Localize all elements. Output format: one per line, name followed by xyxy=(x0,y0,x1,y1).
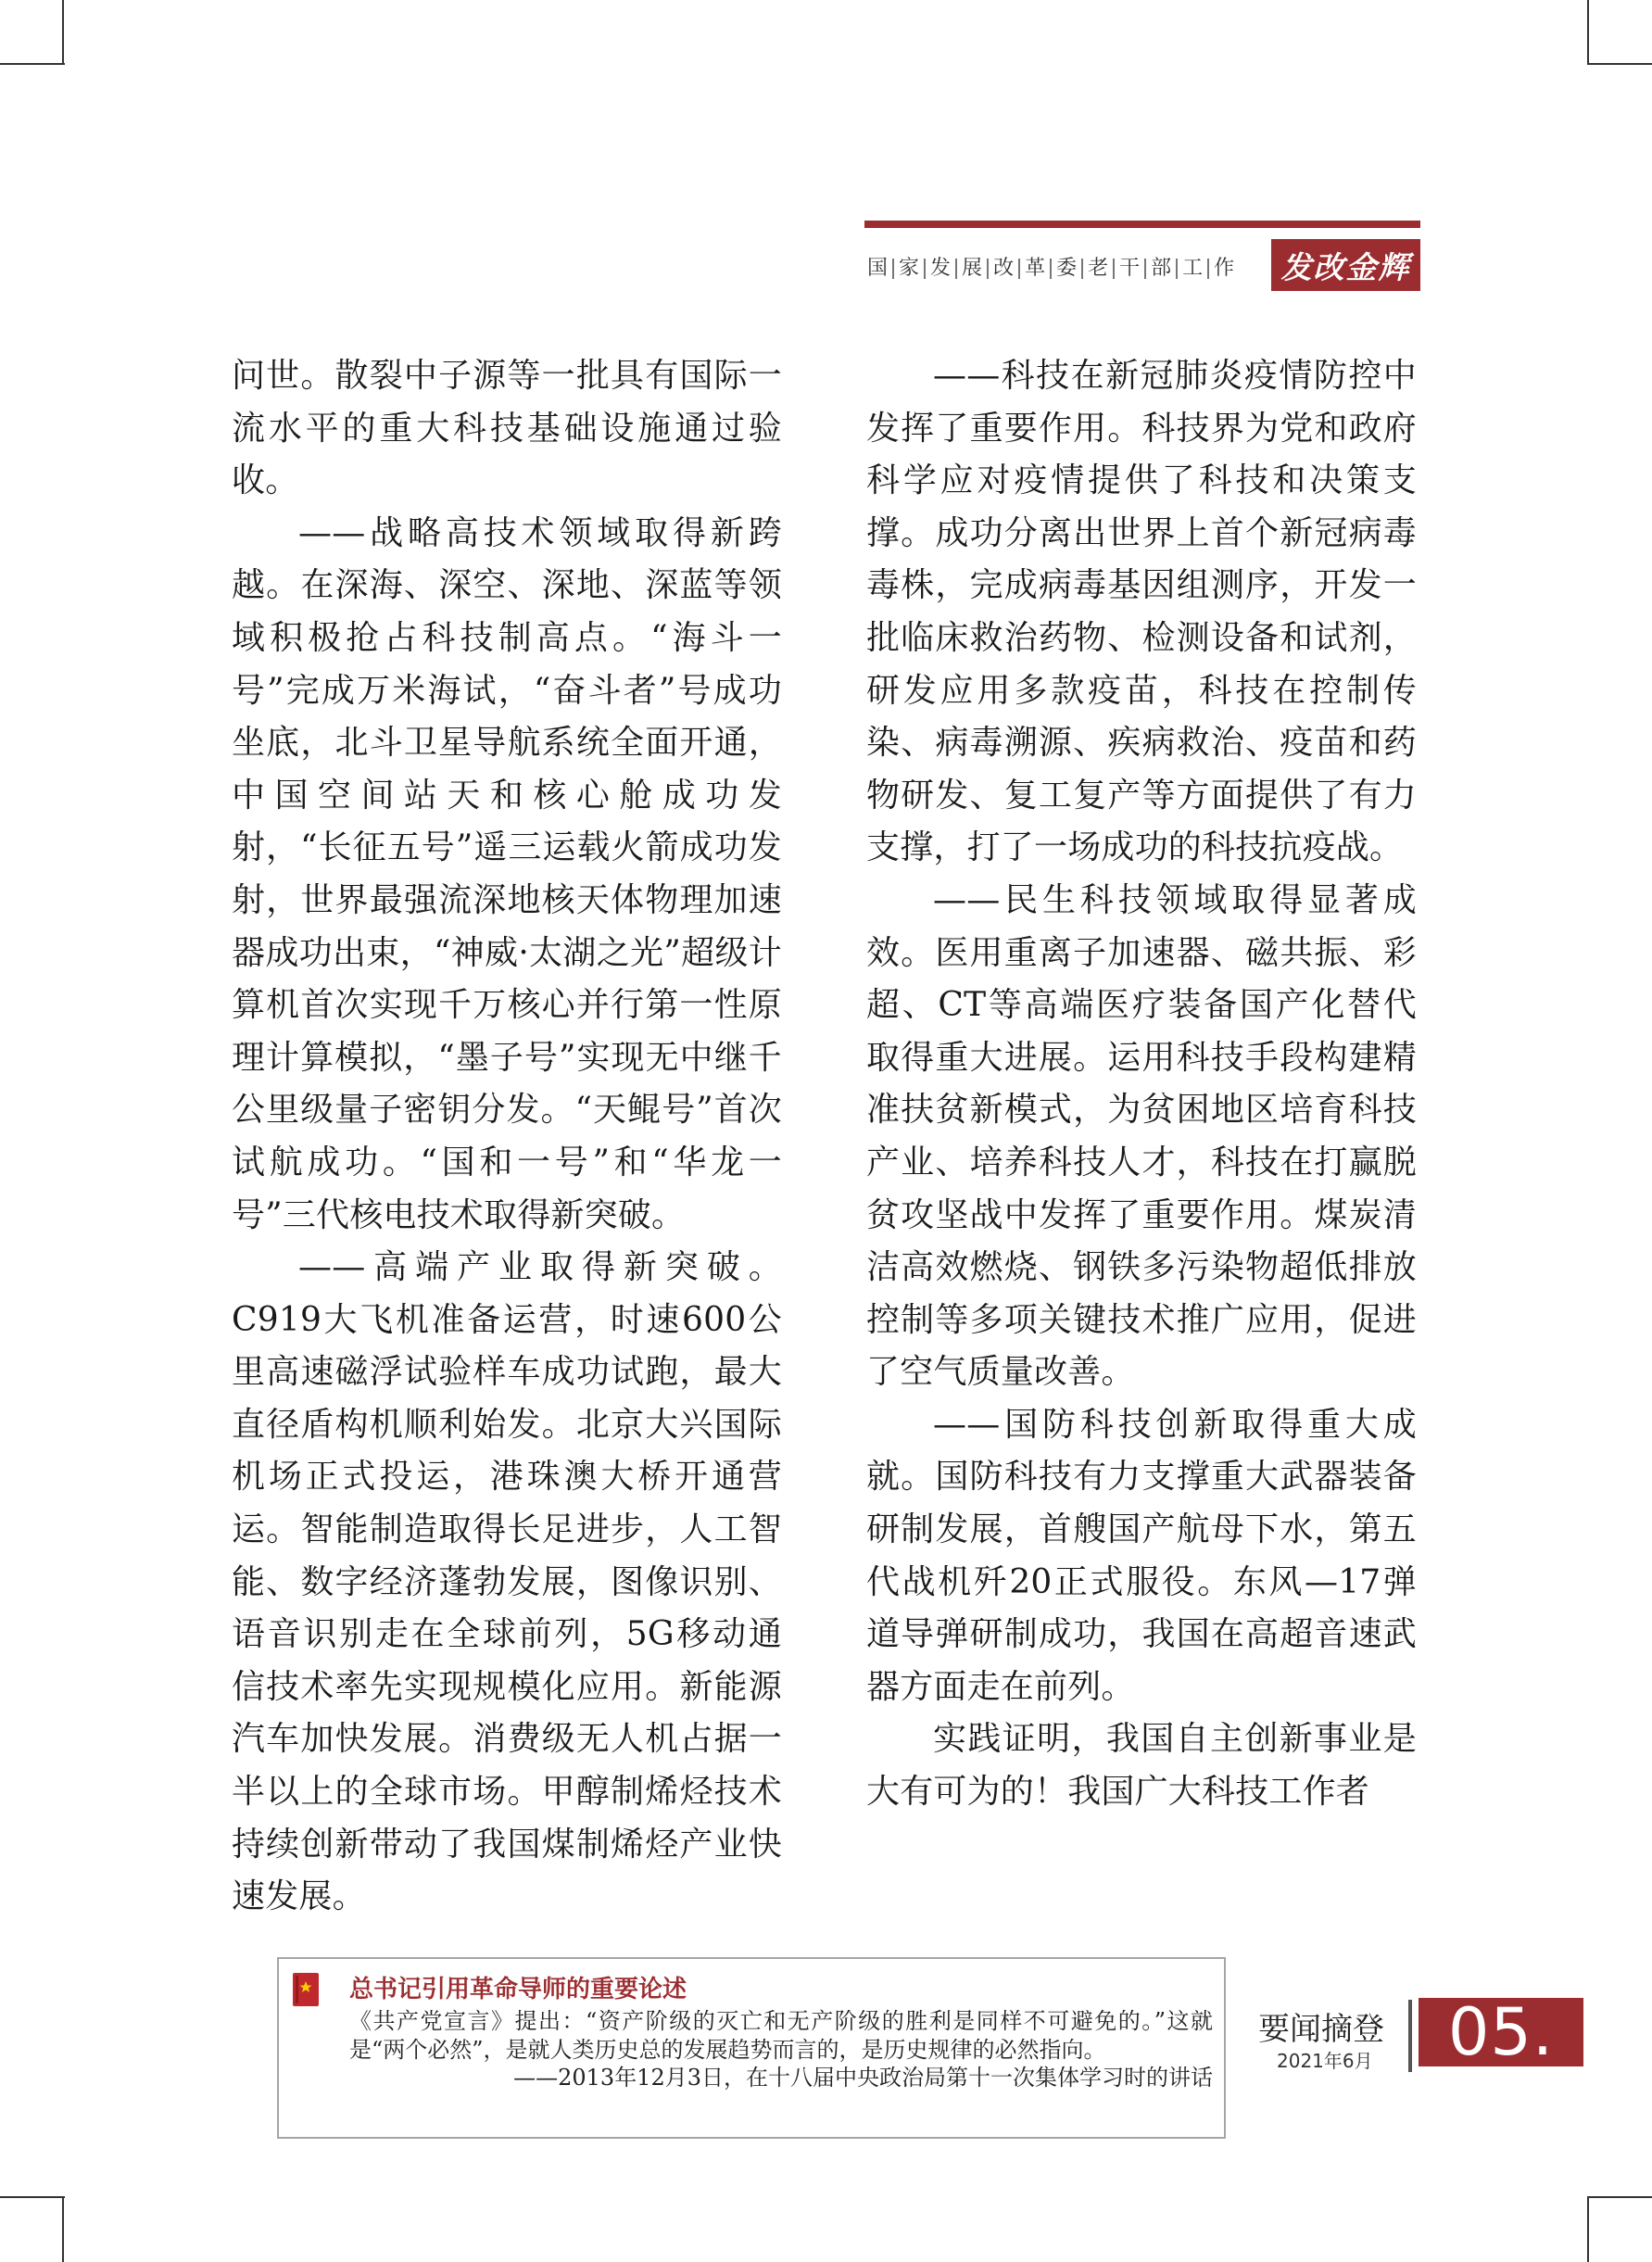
header-org-char: 发 xyxy=(926,259,957,279)
paragraph: ——科技在新冠肺炎疫情防控中发挥了重要作用。科技界为党和政府科学应对疫情提供了科技和决策支撑。成功分离出世界上首个新冠病毒毒株，完成病毒基因组测序，开发一批临床救治药物、检测设备和试剂，研发应用多款疫苗，科技在控制传染、病毒溯源、疾病救治、疫苗和药物研发、复工复产等方面提供了有力支撑，打了一场成功的科技抗疫战。 xyxy=(866,357,1417,867)
quote-box xyxy=(277,1957,1226,2139)
footer-date: 2021年6月 xyxy=(1277,2050,1373,2072)
paragraph: ——高端产业取得新突破。C919大飞机准备运营，时速600公里高速磁浮试验样车成功试跑，最大直径盾构机顺利始发。北京大兴国际机场正式投运，港珠澳大桥开通营运。智能制造取得长足进步，人工智能、数字经济蓬勃发展，图像识别、语音识别走在全球前列，5G移动通信技术率先实现规模化应用。新能源汽车加快发展。消费级无人机占据一半以上的全球市场。甲醇制烯烃技术持续创新带动了我国煤制烯烃产业快速发展。 xyxy=(232,1248,782,1916)
header-org-char: 家 xyxy=(894,259,926,279)
paragraph: 问世。散裂中子源等一批具有国际一流水平的重大科技基础设施通过验收。 xyxy=(232,357,782,500)
header-org-char: 部 xyxy=(1146,259,1178,279)
quote-text: 《共产党宣言》提出：“资产阶级的灭亡和无产阶级的胜利是同样不可避免的。”这就是“两个必然”，是就人类历史总的发展趋势而言的，是历史规律的必然指向。 xyxy=(349,2008,1213,2063)
paragraph: ——民生科技领域取得显著成效。医用重离子加速器、磁共振、彩超、CT等高端医疗装备国产化替代取得重大进展。运用科技手段构建精准扶贫新模式，为贫困地区培育科技产业、培养科技人才，科技在打赢脱贫攻坚战中发挥了重要作用。煤炭清洁高效燃烧、钢铁多污染物超低排放控制等多项关键技术推广应用，促进了空气质量改善。 xyxy=(866,880,1417,1392)
book-icon xyxy=(292,1972,320,2007)
header-org-char: 老 xyxy=(1083,259,1115,279)
quote-body xyxy=(349,2007,1213,2092)
header-org-char: 委 xyxy=(1052,259,1083,279)
paragraph: ——战略高技术领域取得新跨越。在深海、深空、深地、深蓝等领域积极抢占科技制高点。“海斗一号”完成万米海试，“奋斗者”号成功坐底，北斗卫星导航系统全面开通，中国空间站天和核心舱成功发射，“长征五号”遥三运载火箭成功发射，世界最强流深地核天体物理加速器成功出束，“神威·太湖之光”超级计算机首次实现千万核心并行第一性原理计算模拟，“墨子号”实现无中继千公里级量子密钥分发。“天鲲号”首次试航成功。“国和一号”和“华龙一号”三代核电技术取得新突破。 xyxy=(232,513,782,1234)
header-org-char: 改 xyxy=(989,259,1020,279)
crop-mark-tr-h xyxy=(1587,63,1652,65)
header-org-char: 国 xyxy=(863,259,894,279)
crop-mark-tl-v xyxy=(62,0,64,65)
crop-mark-bl-h xyxy=(0,2196,65,2198)
header-rule xyxy=(864,221,1420,228)
left-column xyxy=(232,350,782,1924)
header-organization xyxy=(863,250,1239,287)
crop-mark-br-v xyxy=(1587,2196,1589,2262)
header-badge: 发改金辉 xyxy=(1271,239,1420,291)
header-org-char: 展 xyxy=(957,259,989,279)
page-number: 05. xyxy=(1419,1998,1583,2066)
header-org-char: 革 xyxy=(1020,259,1052,279)
paragraph: 实践证明，我国自主创新事业是大有可为的！我国广大科技工作者 xyxy=(866,1720,1417,1812)
right-column xyxy=(866,350,1417,1819)
header-org-char: 工 xyxy=(1178,259,1209,279)
crop-mark-br-h xyxy=(1587,2196,1652,2198)
header-org-char: 作 xyxy=(1214,257,1235,280)
quote-source: ——2013年12月3日，在十八届中央政治局第十一次集体学习时的讲话 xyxy=(513,2065,1213,2091)
footer-divider xyxy=(1408,2000,1412,2072)
paragraph: ——国防科技创新取得重大成就。国防科技有力支撑重大武器装备研制发展，首艘国产航母下水，第五代战机歼20正式服役。东风—17弹道导弹研制成功，我国在高超音速武器方面走在前列。 xyxy=(866,1405,1417,1706)
footer-section-title: 要闻摘登 xyxy=(1258,2011,1384,2048)
crop-mark-tr-v xyxy=(1587,0,1589,65)
crop-mark-tl-h xyxy=(0,63,65,65)
quote-title: 总书记引用革命导师的重要论述 xyxy=(349,1976,687,2003)
header-org-char: 干 xyxy=(1115,259,1146,279)
crop-mark-bl-v xyxy=(62,2196,64,2262)
